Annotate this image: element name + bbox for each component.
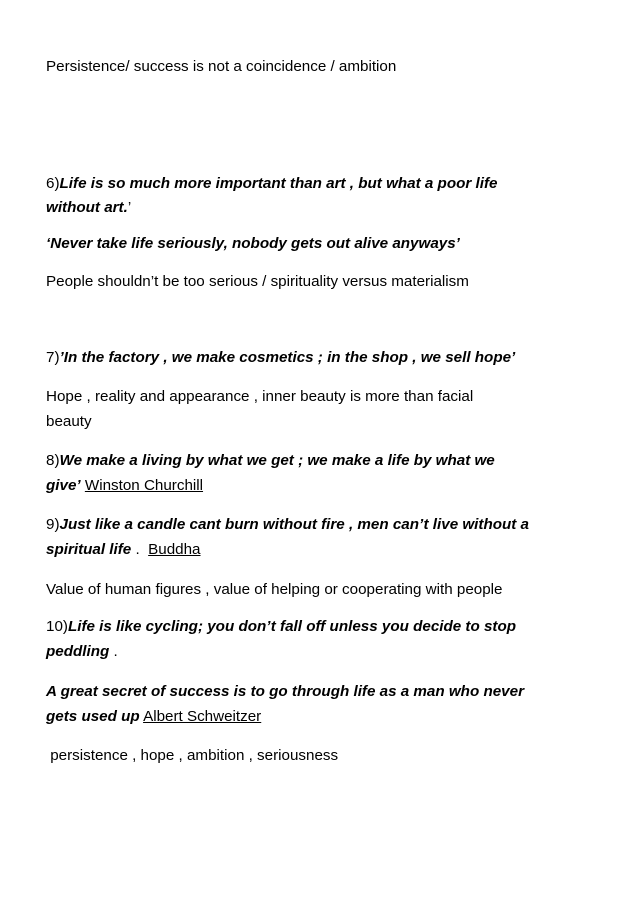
comment-7-line-1: Hope , reality and appearance , inner beauty is more than facial <box>46 388 474 405</box>
line-persistence: Persistence/ success is not a coincidence / ambition <box>46 58 397 75</box>
author-churchill: Winston Churchill <box>84 477 204 494</box>
quote-6-line-2: without art.’ <box>46 199 132 216</box>
quote-number: 7) <box>46 349 60 366</box>
quote-number: 8) <box>46 452 60 469</box>
quote-11-line-1 <box>46 680 524 704</box>
author-buddha: Buddha <box>148 541 201 558</box>
quote-number: 6) <box>46 175 60 192</box>
quote-number: 10) <box>46 618 68 635</box>
quote-8-line-1 <box>46 449 495 473</box>
quote-6b: ‘Never take life seriously, nobody gets out alive anyways’ <box>46 235 460 252</box>
quote-11-line-2 <box>46 705 261 729</box>
quote-text: ’In the factory , we make cosmetics ; in the shop , we sell hope’ <box>59 349 516 366</box>
quote-text: give’ <box>46 477 81 494</box>
quote-text: without art. <box>46 199 128 216</box>
quote-text: Life is so much more important than art , but what a poor life <box>59 175 498 192</box>
comment-7-line-2: beauty <box>46 413 92 430</box>
quote-10-line-2: peddling . <box>46 643 118 660</box>
summary-line: persistence , hope , ambition , seriousness <box>46 747 339 764</box>
quote-9-line-2: spiritual life . Buddha <box>46 541 201 558</box>
quote-7 <box>46 346 515 370</box>
quote-text: We make a living by what we get ; we make a life by what we <box>59 452 495 469</box>
quote-text: spiritual life <box>46 541 132 558</box>
quote-text: A great secret of success is to go through life as a man who never <box>46 683 524 700</box>
quote-8-line-2 <box>46 474 203 498</box>
comment-6: People shouldn’t be too serious / spirituality versus materialism <box>46 273 469 290</box>
quote-text: peddling <box>46 643 110 660</box>
quote-6-line-1 <box>46 172 497 196</box>
author-schweitzer: Albert Schweitzer <box>143 708 262 725</box>
quote-text: gets used up <box>46 708 140 725</box>
quote-10-line-1 <box>46 615 516 639</box>
quote-text: Just like a candle cant burn without fire , men can’t live without a <box>59 516 530 533</box>
quote-text: Life is like cycling; you don’t fall off unless you decide to stop <box>67 618 517 635</box>
quote-number: 9) <box>46 516 60 533</box>
comment-9: Value of human figures , value of helping or cooperating with people <box>46 581 503 598</box>
quote-9-line-1 <box>46 513 529 537</box>
